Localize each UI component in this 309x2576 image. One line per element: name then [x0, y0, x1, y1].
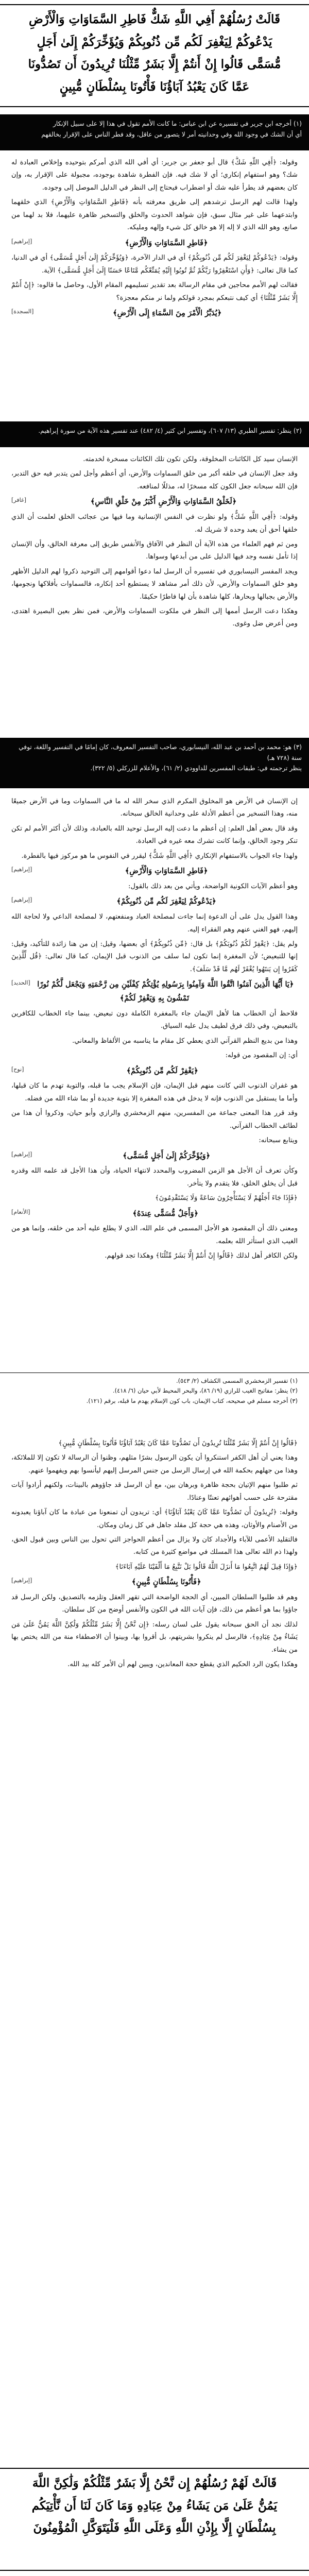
verse-line: يَمُنُّ عَلَىٰ مَن يَشَاءُ مِنْ عِبَادِهِ وَمَا كَانَ لَنَا أَن نَّأْتِيَكُم	[31, 2498, 278, 2513]
verse-line: قَالَتْ رُسُلُهُمْ أَفِي اللَّهِ شَكٌّ فَاطِرِ السَّمَاوَاتِ وَالْأَرْضِ	[29, 12, 280, 26]
quote-text: ﴿يَغْفِرْ لَكُم مِّن ذُنُوبِكُمْ﴾	[126, 1066, 198, 1075]
verse-line: عَمَّا كَانَ يَعْبُدُ آبَاؤُنَا فَأْتُونَا بِسُلْطَانٍ مُّبِينٍ	[59, 80, 250, 94]
quran-quote	[11, 978, 298, 1006]
dark-note-line: أي أن الشك في وجود الله وفي وحدانيته أمر لا يتصور من عاقل، وقد فطر الناس على الإقرار بخالقهم	[41, 130, 302, 138]
paragraph: وقد قرر هذا المعنى جماعة من المفسرين، منهم الزمخشري والرازي وأبو حيان، وذكروا أن هذا من لطائف الخطاب القرآني.	[11, 1109, 298, 1130]
paragraph: وكأن تعرف أن الأجل هو الزمن المضروب والمحدد لانتهاء الحياة، وأن هذا الأجل قد علمه الله وقدره قبل أن يخلق الخلق، فلا يتقدم ولا يتأخر.	[11, 1167, 298, 1188]
commentary-section	[0, 795, 309, 1367]
paragraph: ولكن الكافر أهل لذلك ﴿قَالُوا إِنْ أَنتُمْ إِلَّا بَشَرٌ مِّثْلُنَا﴾ وهكذا تجد قولهم.	[105, 1252, 298, 1260]
surah-ref: [إبراهيم]	[11, 238, 32, 245]
paragraph: وقوله: ﴿تُرِيدُونَ أَن تَصُدُّونَا عَمَّا كَانَ يَعْبُدُ آبَاؤُنَا﴾ أي: تريدون أن تمنعونا من عبادة ما كان آباؤنا يعبدونه من الأصنام والأوثان، وهذه هي حجة كل مقلد جاهل في كل زمان ومكان.	[11, 1509, 298, 1529]
paragraph: إن الإنسان في الأرض هو المخلوق المكرم الذي سخر الله له ما في السماوات وما في الأرض جميعًا منه، وهذا التسخير من أعظم الأدلة على وحدانية الخالق سبحانه.	[11, 798, 298, 818]
paragraph: وقد جعل الإنسان في خلقه أكبر من خلق السماوات والأرض، أي أعظم وأجل لمن يتدبر فيه حق التدبر، فإن الله سبحانه جعل الكون كله مسخرًا له، مذللًا لمنافعه.	[11, 470, 298, 490]
quote-text: ﴿يَدْعُوكُمْ لِيَغْفِرَ لَكُم مِّن ذُنُوبِكُمْ﴾	[116, 897, 216, 906]
quran-quote	[11, 865, 298, 878]
paragraph: فقالت لهم الأمم محاجين في مقام الرسالة بعد تقدير تسليمهم المقام الأول، وحاصل ما قالوه: ﴿إِنْ أَنتُمْ إِلَّا بَشَرٌ مِّثْلُنَا﴾ أي كيف نتبعكم بمجرد قولكم ولما نر منكم معجزة؟	[11, 281, 298, 302]
quote-text: ﴿يَا أَيُّهَا الَّذِينَ آمَنُوا اتَّقُوا اللَّهَ وَآمِنُوا بِرَسُولِهِ يُؤْتِكُمْ كِفْلَيْنِ مِن رَّحْمَتِهِ وَيَجْعَل لَّكُمْ نُورًا تَمْشُونَ بِهِ وَيَغْفِرْ لَكُمْ﴾	[37, 980, 294, 1003]
paragraph: وهم قد طلبوا السلطان المبين، أي الحجة الواضحة التي تقهر العقل وتلزمه بالتصديق، ولكن الرسل قد جاؤوا بما هو أعظم من ذلك، فإن آيات الله في الكون والأنفس أوضح من كل سلطان.	[11, 1594, 298, 1614]
paragraph: ﴿وَإِذَا قِيلَ لَهُمُ اتَّبِعُوا مَا أَنزَلَ اللَّهُ قَالُوا بَلْ نَتَّبِعُ مَا أَلْفَيْنَا عَلَيْهِ آبَاءَنَا﴾	[115, 1563, 298, 1571]
paragraph: ولم يقل: ﴿يَغْفِرْ لَكُمْ ذُنُوبَكُمْ﴾ بل قال: ﴿مِّن ذُنُوبِكُمْ﴾ أي بعضها، وقيل: إن من هنا زائدة للتأكيد، وقيل: إنها للتبعيض؛ لأن المغفرة إنما تكون لما سلف من الذنوب قبل الإيمان، كما قال تعالى: ﴿قُل لِّلَّذِينَ كَفَرُوا إِن يَنتَهُوا يُغْفَرْ لَهُم مَّا قَدْ سَلَفَ﴾.	[11, 940, 298, 973]
paragraph: وهذا من بديع النظم القرآني الذي يعطي كل مقام ما يناسبه من الألفاظ والمعاني.	[72, 1037, 298, 1045]
dark-note-band	[0, 421, 309, 447]
paragraph: ومن ثم فهم العلماء من هذه الآية أن النظر في الآفاق والأنفس طريق إلى معرفة الخالق، وأن الإنسان إذا تأمل نفسه وجد فيها الدليل على من أبدعها وسواها.	[11, 540, 298, 561]
surah-ref: [إبراهيم]	[11, 896, 32, 904]
quran-quote	[11, 895, 298, 909]
dark-note-band	[0, 738, 309, 788]
footnote: (١) تفسير الزمخشري المسمى الكشاف (٢/ ٥٤٣).	[176, 1377, 298, 1384]
dark-note-line: (١) أخرجه ابن جرير في تفسيره عن ابن عباس: ما كانت الأمم تقول في هذا إلا على سبيل الإنكار	[53, 120, 302, 127]
surah-ref: [غافر]	[11, 497, 27, 504]
verse-line: يَدْعُوكُمْ لِيَغْفِرَ لَكُم مِّن ذُنُوبِكُمْ وَيُؤَخِّرَكُمْ إِلَىٰ أَجَلٍ	[37, 35, 272, 49]
paragraph: ولهذا جاء الجواب بالاستفهام الإنكاري ﴿أَفِي اللَّهِ شَكٌّ﴾ ليقرر في النفوس ما هو مركوز فيها بالفطرة.	[21, 852, 298, 860]
paragraph: هو غفران الذنوب التي كانت منهم قبل الإيمان، فإن الإسلام يجب ما قبله، والتوبة تهدم ما كان قبلها، وأما ما يستقبل من الذنوب فإنه لا يدخل في هذه المغفرة إلا بتوبة جديدة أو بما شاء الله من فضله.	[11, 1082, 298, 1103]
surah-ref: [إبراهيم]	[11, 1150, 32, 1158]
verse-line: قَالَتْ لَهُمْ رُسُلُهُمْ إِن نَّحْنُ إِلَّا بَشَرٌ مِّثْلُكُمْ وَلَٰكِنَّ اللَّهَ	[32, 2476, 277, 2490]
verse-line: بِسُلْطَانٍ إِلَّا بِإِذْنِ اللَّهِ وَعَلَى اللَّهِ فَلْيَتَوَكَّلِ الْمُؤْمِنُونَ	[33, 2521, 276, 2535]
paragraph: ﴿فَإِذَا جَاءَ أَجَلُهُمْ لَا يَسْتَأْخِرُونَ سَاعَةً وَلَا يَسْتَقْدِمُونَ﴾	[155, 1194, 298, 1202]
paragraph: لذلك نجد أن الحق سبحانه يقول على لسان رسله: ﴿إِن نَّحْنُ إِلَّا بَشَرٌ مِّثْلُكُمْ وَلَٰكِنَّ اللَّهَ يَمُنُّ عَلَىٰ مَن يَشَاءُ مِنْ عِبَادِهِ﴾، فالرسل لم ينكروا بشريتهم، بل أقروا بها، وبينوا أن الاصطفاء منة من الله يختص بها من يشاء.	[11, 1620, 298, 1654]
dark-note-line: (٢) ينظر: تفسير الطبري (١٣/ ٦٠٧)، وتفسير ابن كثير (٤/ ٤٨٢) عند تفسير هذه الآية من سورة إبراهيم.	[38, 427, 302, 434]
quote-text: ﴿فَاطِرِ السَّمَاوَاتِ وَالْأَرْضِ﴾	[125, 238, 208, 247]
quote-text: ﴿وَيُؤَخِّرَكُمْ إِلَىٰ أَجَلٍ مُّسَمًّى﴾	[123, 1151, 211, 1160]
quran-quote	[11, 1064, 298, 1078]
dark-note-band	[0, 114, 309, 150]
paragraph: ﴿قَالُوا إِنْ أَنتُمْ إِلَّا بَشَرٌ مِّثْلُنَا تُرِيدُونَ أَن تَصُدُّونَا عَمَّا كَانَ يَعْبُدُ آبَاؤُنَا فَأْتُونَا بِسُلْطَانٍ مُّبِينٍ﴾	[58, 1439, 298, 1447]
paragraph: وهكذا دعت الرسل أممها إلى النظر في ملكوت السماوات والأرض، فمن نظر بعين البصيرة اهتدى، ومن أعرض ضل وغوى.	[11, 607, 298, 628]
quran-quote	[11, 236, 298, 250]
verse-header	[0, 4, 309, 107]
surah-ref: [نوح]	[11, 1065, 24, 1073]
paragraph: ولهذا قالت لهم الرسل ترشدهم إلى طريق معرفته بأنه ﴿فَاطِرِ السَّمَاوَاتِ وَالْأَرْضِ﴾ الذي خلقهما وابتدعهما على غير مثال سبق، فإن شواهد الحدوث والخلق والتسخير ظاهرة عليهما، فلا بد لهما من صانع، وهو الله الذي لا إله إلا هو خالق كل شيء وإلهه ومليكه.	[11, 198, 298, 232]
surah-ref: [الأنعام]	[11, 1208, 30, 1215]
surah-ref: [إبراهيم]	[11, 1577, 32, 1584]
paragraph: ويجد المفسر النيسابوري في تفسيره أن الرسل لما دعوا أقوامهم إلى التوحيد ذكروا لهم الدليل الأظهر وهو خلق السماوات والأرض، لأن ذلك أمر مشاهد لا يستطيع أحد إنكاره، فالسماوات بأفلاكها ونجومها، والأرض بجبالها وبحارها، كلها شاهدة بأن لها فاطرًا حكيمًا.	[11, 567, 298, 601]
paragraph: وقوله: ﴿أَفِي اللَّهِ شَكٌّ﴾ قال أبو جعفر بن جرير: أي أفي الله الذي أمركم بتوحيده وإخلاص العبادة له شك؟ وهو استفهام إنكاري؛ أي لا شك فيه. فإن الفطرة شاهدة بوجوده، مجبولة على الإقرار به، وإن كان بعضهم قد يطرأ عليه شك أو اضطراب فيحتاج إلى النظر في الدليل الموصل إلى وجوده.	[11, 159, 298, 192]
quran-quote	[11, 495, 298, 509]
commentary-section	[0, 157, 309, 414]
footnote: (٣) أخرجه مسلم في صحيحه، كتاب الإيمان، باب كون الإسلام يهدم ما قبله، برقم (١٢١).	[86, 1397, 298, 1404]
quote-text: ﴿فَاطِرِ السَّمَاوَاتِ وَالْأَرْضِ﴾	[125, 867, 208, 876]
paragraph: فلاحظ أن الخطاب هنا لأهل الإيمان جاء بالمغفرة الكاملة دون تبعيض، بينما جاء الخطاب للكافرين بالتبعيض، وفي ذلك فرق لطيف يدل عليه السياق.	[11, 1009, 298, 1030]
commentary-section	[0, 1437, 309, 2447]
surah-ref: [الحديد]	[11, 979, 30, 987]
quote-text: ﴿وَأَجَلٌ مُّسَمًّى عِندَهُ﴾	[132, 1209, 198, 1218]
quote-text: ﴿فَأْتُونَا بِسُلْطَانٍ مُّبِينٍ﴾	[131, 1578, 201, 1587]
quran-quote	[11, 1575, 298, 1589]
quote-text: ﴿يُدَبِّرُ الْأَمْرَ مِنَ السَّمَاءِ إِلَى الْأَرْضِ﴾	[113, 309, 222, 318]
verse-footer	[0, 2468, 309, 2571]
paragraph: فالتقليد الأعمى للآباء والأجداد كان ولا يزال من أعظم الحواجز التي تحول بين الناس وبين قبول الحق، ولهذا ذم الله تعالى هذا المسلك في مواضع كثيرة من كتابه.	[11, 1535, 298, 1556]
paragraph: ثم طلبوا منهم الإتيان بحجة ظاهرة وبرهان بين، مع أن الرسل قد جاؤوهم بالبينات، ولكنهم أرادوا آيات مقترحة على حسب أهوائهم تعنتًا وعنادًا.	[11, 1481, 298, 1502]
paragraph: ويتابع سبحانه:	[259, 1137, 298, 1145]
surah-ref: [إبراهيم]	[11, 866, 32, 873]
quran-quote	[11, 1149, 298, 1163]
paragraph: أي: إن المقصود من قوله:	[225, 1052, 298, 1060]
quran-quote	[11, 307, 298, 320]
quote-text: ﴿لَخَلْقُ السَّمَاوَاتِ وَالْأَرْضِ أَكْبَرُ مِنْ خَلْقِ النَّاسِ﴾	[90, 497, 237, 506]
dark-note-line: ينظر ترجمته في: طبقات المفسرين للداوودي (٢/ ٦١)، والأعلام للزركلي (٥/ ٣٢٢).	[90, 765, 302, 772]
paragraph: وهذا يعني أن أهل الكفر استنكروا أن يكون الرسول بشرًا مثلهم، وظنوا أن الرسالة لا تكون إلا للملائكة، وهذا من جهلهم بحكمة الله في إرسال الرسل من جنس المرسل إليهم ليأنسوا بهم ويفهموا عنهم.	[11, 1454, 298, 1475]
paragraph: وقد قال بعض أهل العلم: إن أعظم ما دعت إليه الرسل توحيد الله بالعبادة، وذلك لأن أكثر الأمم لم تكن تنكر وجود الخالق، وإنما كانت تشرك معه غيره في العبادة.	[11, 824, 298, 845]
footnote: (٢) ينظر: مفاتيح الغيب للرازي (١٩/ ٨٦)، والبحر المحيط لأبي حيان (٦/ ٤١٨).	[113, 1387, 298, 1395]
verse-line: مُّسَمًّى قَالُوا إِنْ أَنتُمْ إِلَّا بَشَرٌ مِّثْلُنَا تُرِيدُونَ أَن تَصُدُّونَا	[28, 57, 281, 72]
footnotes	[0, 1372, 309, 1429]
commentary-section	[0, 453, 309, 732]
paragraph: وقوله: ﴿يَدْعُوكُمْ لِيَغْفِرَ لَكُم مِّن ذُنُوبِكُمْ﴾ أي في الدار الآخرة، ﴿وَيُؤَخِّرَكُمْ إِلَىٰ أَجَلٍ مُّسَمًّى﴾ أي في الدنيا، كما قال تعالى: ﴿وَأَنِ اسْتَغْفِرُوا رَبَّكُمْ ثُمَّ تُوبُوا إِلَيْهِ يُمَتِّعْكُم مَّتَاعًا حَسَنًا إِلَىٰ أَجَلٍ مُّسَمًّى﴾ الآية.	[11, 254, 298, 275]
paragraph: وهكذا يكون الرد الحكيم الذي يقطع حجة المعاندين، ويبين لهم أن الأمر كله بيد الله.	[67, 1660, 298, 1669]
paragraph: وقوله: ﴿أَفِي اللَّهِ شَكٌّ﴾ ولو نظرت في النفس الإنسانية وما فيها من عجائب الخلق لعلمت أن الذي خلقها أحق أن يعبد وحده لا شريك له.	[11, 513, 298, 534]
surah-ref: [السجدة]	[11, 308, 34, 315]
paragraph: وهو أعظم الآيات الكونية الواضحة، ويأتي من بعد ذلك بالقول:	[128, 882, 298, 890]
paragraph: ومعنى ذلك أن المقصود هو الأجل المسمى في علم الله، الذي لا يطلع عليه أحد من خلقه، وإنما هو من الغيب الذي استأثر الله بعلمه.	[11, 1225, 298, 1245]
paragraph: وهذا القول يدل على أن الدعوة إنما جاءت لمصلحة العباد ومنفعتهم، لا لمصلحة الداعي ولا لحاجة الله إليهم، فهو الغني عنهم وهم الفقراء إليه.	[11, 913, 298, 934]
quran-quote	[11, 1207, 298, 1221]
dark-note-line: (٣) هو: محمد بن أحمد بن عبد الله، النيسابوري، صاحب التفسير المعروف، كان إمامًا في التفسير واللغة، توفي سنة (٧٢٨ هـ)	[19, 743, 302, 761]
paragraph: الإنسان سيد كل الكائنات المخلوقة، ولكن تكون تلك الكائنات مسخرة لخدمته.	[83, 455, 298, 463]
